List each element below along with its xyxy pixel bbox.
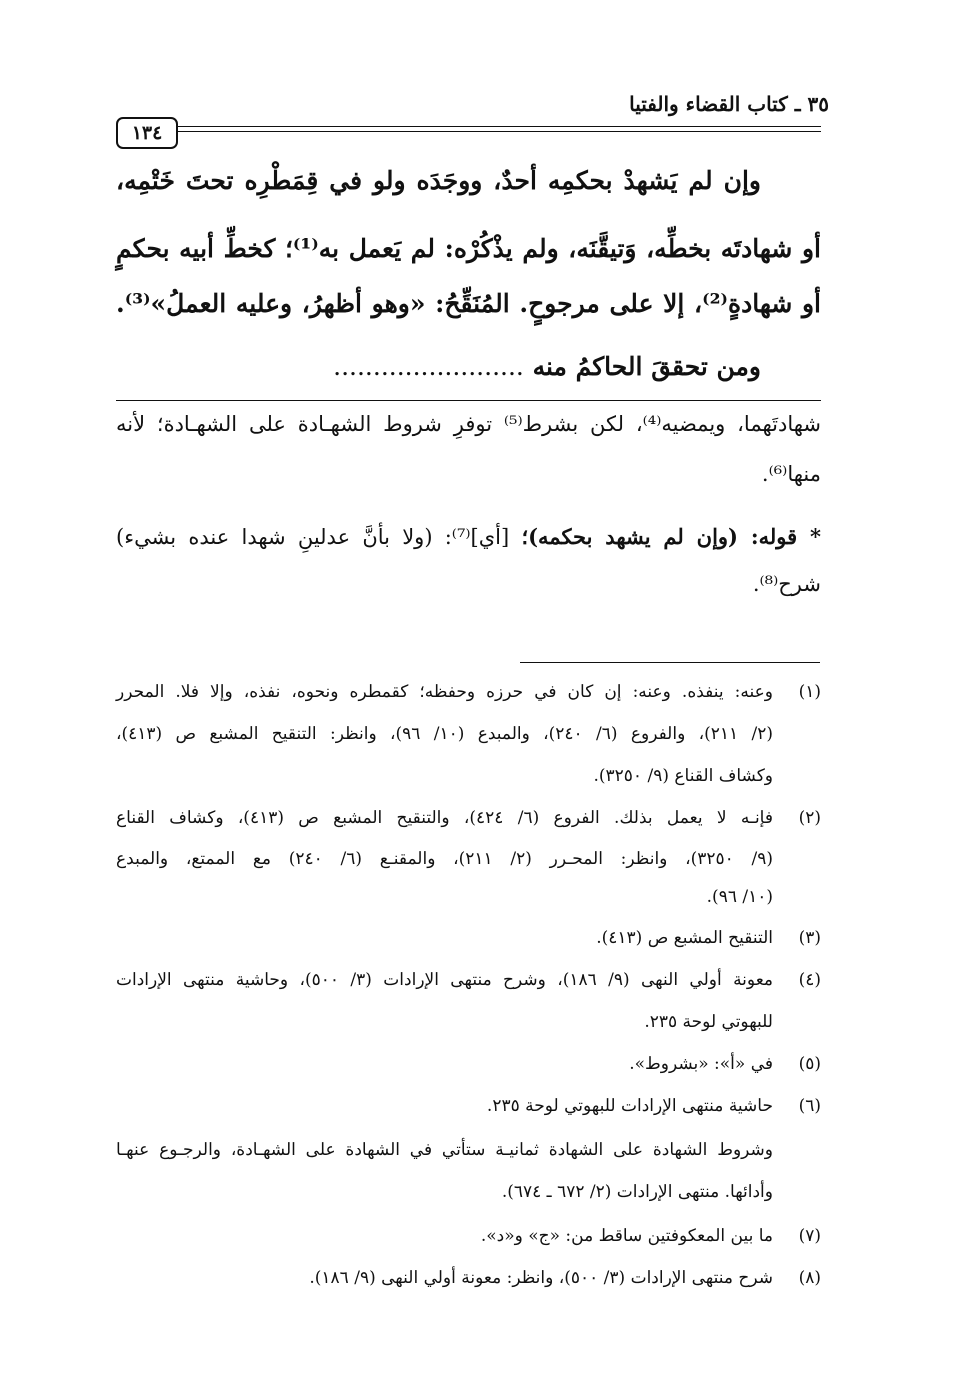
footnote-line (116, 970, 821, 1000)
footnote-line (116, 724, 821, 754)
footnote-line (116, 1096, 821, 1126)
sharh-line-3 (116, 524, 821, 549)
footnote-line (116, 1182, 821, 1212)
matn-separator-rule (116, 400, 821, 401)
footnote-number: (٦) (798, 1096, 821, 1116)
sharh-line-3-rest: [أي]⁽⁷⁾: (ولا بأنَّ عدلينِ شهدا عنده بشيء) (116, 525, 522, 549)
footnote-number: (٨) (798, 1268, 821, 1288)
footnote-line (116, 1226, 821, 1256)
sharh-line-2: منها⁽⁶⁾. (761, 462, 821, 486)
footnote-text: وعنه: ينفذه. وعنه: إن كان في حرزه وحفظه؛ كقمطره ونحوه، نفذه، وإلا فلا. المحرر (116, 682, 773, 702)
footnote-line (116, 887, 821, 917)
footnote-text: حاشية منتهى الإرادات للبهوتي لوحة ٢٣٥. (486, 1096, 773, 1116)
footnote-line (116, 1012, 821, 1042)
page-number: ١٣٤ (116, 117, 178, 149)
qawluhu-heading: * قوله: (وإن لم يشهد بحكمه)؛ (521, 524, 821, 549)
header-rule-top (116, 126, 821, 127)
matn-line-4-text: ومن تحققَ الحاكمُ منه (532, 352, 761, 381)
footnote-number: (٥) (798, 1054, 821, 1074)
footnote-text: معونة أولي النهى (٩/ ١٨٦)، وشرح منتهى الإرادات (٣/ ٥٠٠)، وحاشية منتهى الإرادات (116, 970, 774, 990)
footnote-text: في «أ»: «بشروط». (629, 1054, 773, 1074)
footnote-text: (٢/ ٢١١)، والفروع (٦/ ٢٤٠)، والمبدع (١٠/ ٩٦)، وانظر: التنقيح المشبع ص (٤١٣)، (116, 724, 773, 744)
footnote-text: فإنـه لا يعمل بذلك. الفروع (٦/ ٤٢٤)، والتنقيح المشبع ص (٤١٣)، وكشاف القناع (116, 808, 773, 828)
footnote-number: (٧) (798, 1226, 821, 1246)
footnote-number: (٢) (798, 808, 821, 828)
footnote-text: وشروط الشهادة على الشهادة ثمانيـة ستأتي في الشهادة على الشهـادة، والرجـوع عنهـا (116, 1140, 773, 1160)
footnote-line (116, 682, 821, 712)
continuation-dots: ........................ (333, 352, 524, 381)
footnote-text: ما بين المعكوفتين ساقط من: «ج» و«د». (480, 1226, 773, 1246)
matn-line-1: وإن لم يَشهدْ بحكمِه أحدٌ، ووجَدَه ولو في قِمَطْرِه تحتَ خَتْمِه، (116, 166, 761, 195)
footnote-separator-rule (520, 662, 820, 663)
footnote-line (116, 766, 821, 796)
footnote-line (116, 1054, 821, 1084)
footnote-text: التنقيح المشبع ص (٤١٣). (596, 928, 773, 948)
matn-line-3: أو شهادةٍ⁽²⁾، إلا على مرجوحٍ. المُنَقِّحُ: «وهو أظهرُ، وعليه العملُ»⁽³⁾. (116, 289, 821, 318)
footnote-number: (١) (798, 682, 821, 702)
sharh-line-4: شرح⁽⁸⁾. (752, 572, 821, 596)
footnote-line (116, 849, 821, 879)
footnote-line (116, 1268, 821, 1298)
footnote-text: (٩/ ٣٢٥٠)، وانظر: المحـرر (٢/ ٢١١)، والمقنـع (٦/ ٢٤٠) مع الممتع، والمبدع (116, 849, 774, 869)
footnote-text: وكشاف القناع (٩/ ٣٢٥٠). (593, 766, 773, 786)
footnote-text: شرح منتهى الإرادات (٣/ ٥٠٠)، وانظر: معونة أولي النهى (٩/ ١٨٦). (309, 1268, 773, 1288)
footnote-text: للبهوتي لوحة ٢٣٥. (644, 1012, 773, 1032)
footnote-number: (٣) (798, 928, 821, 948)
footnote-text: (١٠/ ٩٦). (706, 887, 773, 907)
footnote-line (116, 1140, 821, 1170)
footnote-line (116, 808, 821, 838)
matn-line-4 (116, 352, 821, 381)
matn-line-2: أو شهادتَه بخطِّه، وَتيقَّنَه، ولم يذْكُرْه: لم يَعمل به⁽¹⁾؛ كخطِّ أبيه بحكمٍ (116, 234, 821, 263)
footnote-text: وأدائها. منتهى الإرادات (٢/ ٦٧٢ ـ ٦٧٤). (501, 1182, 773, 1202)
footnote-number: (٤) (798, 970, 821, 990)
footnote-line (116, 928, 821, 958)
header-rule-bottom (116, 131, 821, 132)
sharh-line-1: شهادتَهما، ويمضيه⁽⁴⁾، لكن بشرط⁽⁵⁾ توفرِ شروط الشهـادة على الشهـادة؛ لأنه (116, 412, 822, 436)
running-header-title: ٣٥ ـ كتاب القضاء والفتيا (629, 92, 829, 116)
